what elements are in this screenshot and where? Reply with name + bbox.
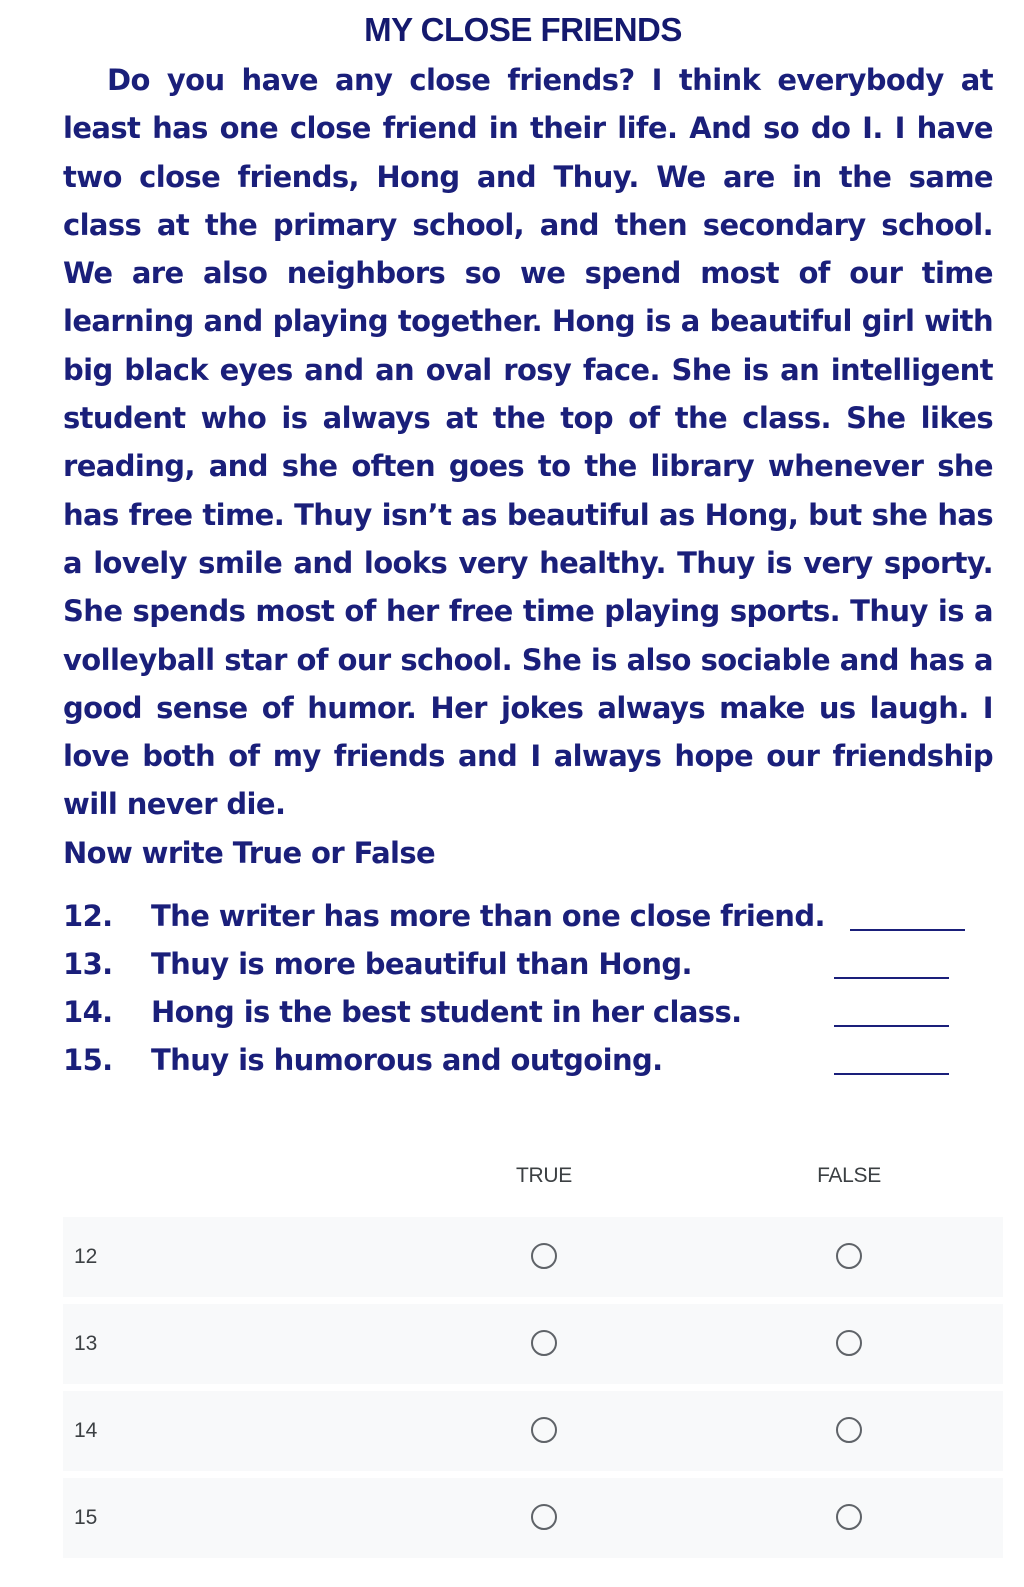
question-text: Thuy is humorous and outgoing. <box>151 1042 663 1077</box>
question-item <box>63 940 1003 988</box>
question-text: The writer has more than one close friend. <box>151 898 825 933</box>
column-header-true: TRUE <box>516 1164 572 1187</box>
question-number: 15. <box>63 1042 113 1077</box>
column-header-false: FALSE <box>817 1164 881 1187</box>
radio-true-15[interactable] <box>531 1504 557 1530</box>
grid-row <box>63 1217 1003 1297</box>
question-list <box>63 892 1003 1084</box>
answer-blank-line <box>834 977 949 979</box>
radio-false-15[interactable] <box>836 1504 862 1530</box>
radio-false-13[interactable] <box>836 1330 862 1356</box>
answer-blank-line <box>850 929 965 931</box>
multiple-choice-grid <box>63 1150 1003 1558</box>
radio-true-14[interactable] <box>531 1417 557 1443</box>
grid-header <box>63 1150 1003 1210</box>
question-number: 14. <box>63 994 113 1029</box>
radio-true-12[interactable] <box>531 1243 557 1269</box>
radio-false-14[interactable] <box>836 1417 862 1443</box>
row-label: 15 <box>74 1506 98 1529</box>
radio-true-13[interactable] <box>531 1330 557 1356</box>
instruction-text: Now write True or False <box>63 835 436 870</box>
grid-row <box>63 1478 1003 1558</box>
question-item <box>63 892 1003 940</box>
reading-passage: Do you have any close friends? I think everybody at least has one close friend in their life. And so do I. I have two close friends, Hong and Thuy. We are in the same class at the primary school, and then secondary school. We are also neighbors so we spend most of our time learning and playing together. Hong is a beautiful girl with big black eyes and an oval rosy face. She is an intelligent student who is always at the top of the class. She likes reading, and she often goes to the library whenever she has free time. Thuy isn’t as beautiful as Hong, but she has a lovely smile and looks very healthy. Thuy is very sporty. She spends most of her free time playing sports. Thuy is a volleyball star of our school. She is also sociable and has a good sense of humor. Her jokes always make us laugh. I love both of my friends and I always hope our friendship will never die. <box>63 63 993 822</box>
answer-blank-line <box>834 1025 949 1027</box>
grid-row <box>63 1391 1003 1471</box>
row-label: 13 <box>74 1332 98 1355</box>
worksheet-image <box>63 0 1003 1084</box>
question-item <box>63 1036 1003 1084</box>
question-text: Thuy is more beautiful than Hong. <box>151 946 692 981</box>
question-number: 12. <box>63 898 113 933</box>
question-item <box>63 988 1003 1036</box>
question-text: Hong is the best student in her class. <box>151 994 742 1029</box>
answer-blank-line <box>834 1073 949 1075</box>
question-number: 13. <box>63 946 113 981</box>
grid-row <box>63 1304 1003 1384</box>
row-label: 14 <box>74 1419 98 1442</box>
worksheet-title: MY CLOSE FRIENDS <box>364 11 682 48</box>
row-label: 12 <box>74 1245 98 1268</box>
radio-false-12[interactable] <box>836 1243 862 1269</box>
